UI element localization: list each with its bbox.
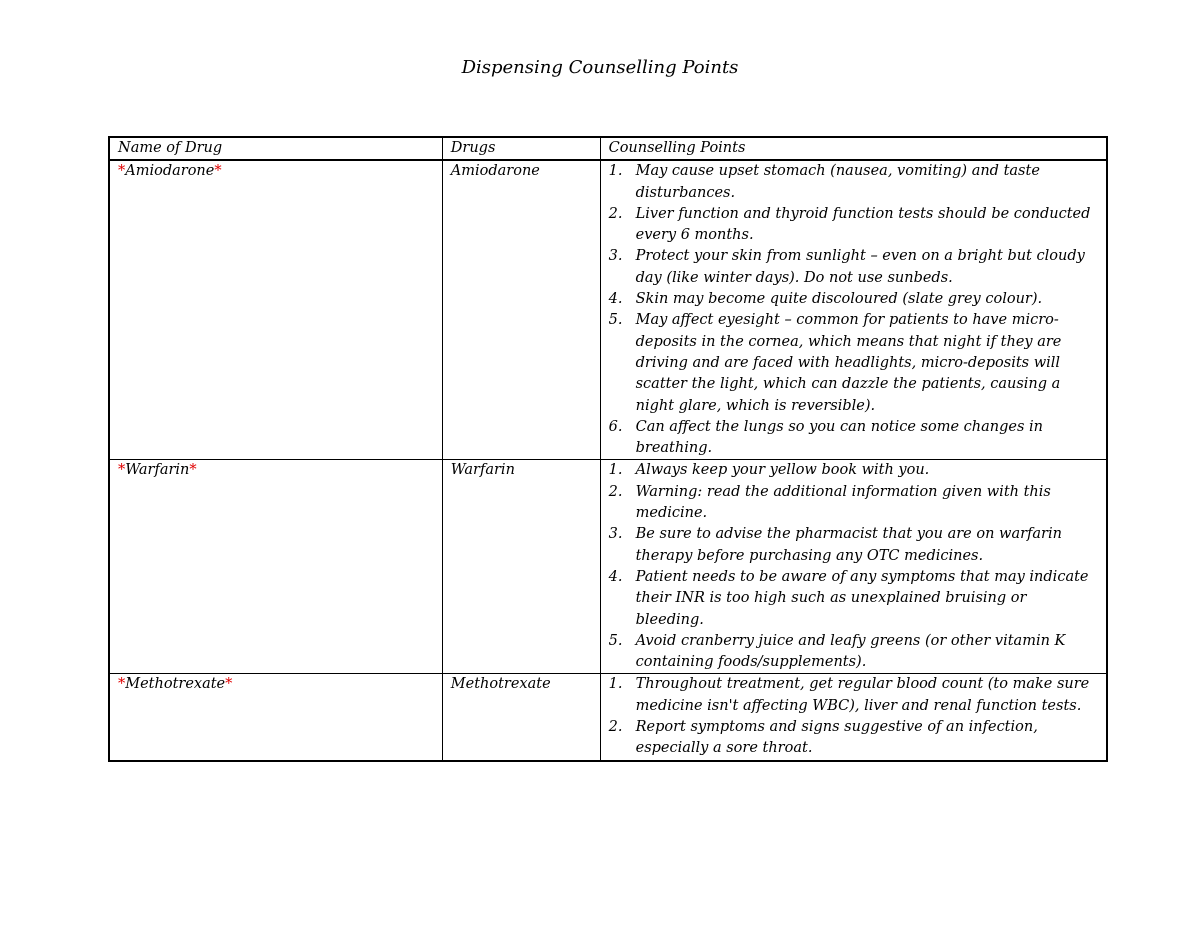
list-item bbox=[609, 524, 1098, 567]
list-item-text: Avoid cranberry juice and leafy greens (or other vitamin K containing foods/supplements). bbox=[635, 632, 1066, 671]
list-item bbox=[609, 161, 1098, 204]
header-name-of-drug: Name of Drug bbox=[109, 137, 442, 160]
star-marker: * bbox=[118, 462, 126, 479]
list-item-number: 5. bbox=[608, 632, 623, 649]
star-marker: * bbox=[214, 163, 222, 180]
counselling-points-cell bbox=[600, 674, 1107, 761]
table-row bbox=[109, 460, 1107, 674]
list-item bbox=[609, 289, 1098, 310]
header-drugs: Drugs bbox=[442, 137, 600, 160]
drug-cell: Amiodarone bbox=[442, 160, 600, 460]
list-item-text: Warning: read the additional information given with this medicine. bbox=[635, 483, 1051, 522]
drug-name-cell bbox=[109, 160, 442, 460]
drug-name: Amiodarone bbox=[125, 163, 215, 180]
drug-cell: Warfarin bbox=[442, 460, 600, 674]
star-marker: * bbox=[225, 676, 233, 693]
list-item-text: Protect your skin from sunlight – even on a bright but cloudy day (like winter days). Do not use sunbeds. bbox=[635, 248, 1085, 286]
list-item-number: 2. bbox=[608, 205, 623, 222]
list-item bbox=[609, 246, 1098, 289]
list-item-number: 1. bbox=[608, 676, 623, 693]
list-item-text: Skin may become quite discoloured (slate grey colour). bbox=[635, 291, 1043, 308]
table-row bbox=[109, 160, 1107, 460]
counselling-points-list bbox=[609, 161, 1098, 459]
list-item-number: 1. bbox=[608, 462, 623, 479]
drug-name: Methotrexate bbox=[125, 676, 226, 693]
counselling-points-list bbox=[609, 674, 1098, 759]
list-item bbox=[609, 460, 1098, 481]
list-item-number: 2. bbox=[608, 483, 623, 500]
list-item-text: May affect eyesight – common for patients to have micro-deposits in the cornea, which means that night if they are driving and are faced with headlights, micro-deposits will scatter the light, which can dazzle the patients, causing a night glare, which is reversible). bbox=[635, 312, 1062, 414]
list-item bbox=[609, 717, 1098, 760]
table-row bbox=[109, 674, 1107, 761]
list-item-text: Throughout treatment, get regular blood count (to make sure medicine isn't affecting WBC), liver and renal function tests. bbox=[635, 676, 1090, 714]
list-item bbox=[609, 482, 1098, 525]
counselling-points-list bbox=[609, 460, 1098, 673]
list-item bbox=[609, 204, 1098, 247]
table-body bbox=[109, 160, 1107, 760]
counselling-points-cell bbox=[600, 160, 1107, 460]
drug-name-cell bbox=[109, 460, 442, 674]
star-marker: * bbox=[189, 462, 197, 479]
list-item-number: 3. bbox=[608, 248, 623, 265]
list-item bbox=[609, 310, 1098, 416]
star-marker: * bbox=[118, 676, 126, 693]
list-item-number: 2. bbox=[608, 719, 623, 736]
list-item bbox=[609, 674, 1098, 717]
list-item-text: Report symptoms and signs suggestive of an infection, especially a sore throat. bbox=[635, 719, 1038, 757]
list-item-text: Be sure to advise the pharmacist that you are on warfarin therapy before purchasing any OTC medicines. bbox=[635, 526, 1062, 564]
counselling-points-cell bbox=[600, 460, 1107, 674]
list-item-number: 5. bbox=[608, 312, 623, 329]
table-header-row bbox=[109, 137, 1107, 160]
drug-name: Warfarin bbox=[125, 462, 190, 479]
page-title: Dispensing Counselling Points bbox=[461, 57, 739, 78]
list-item bbox=[609, 567, 1098, 631]
list-item-number: 3. bbox=[608, 526, 623, 543]
drug-name-cell bbox=[109, 674, 442, 761]
list-item-text: Can affect the lungs so you can notice some changes in breathing. bbox=[635, 418, 1044, 457]
list-item-text: May cause upset stomach (nausea, vomiting) and taste disturbances. bbox=[635, 163, 1040, 201]
star-marker: * bbox=[118, 163, 126, 180]
list-item-number: 4. bbox=[608, 568, 623, 585]
counselling-table bbox=[108, 136, 1108, 762]
list-item-text: Always keep your yellow book with you. bbox=[635, 462, 930, 479]
list-item-text: Liver function and thyroid function tests should be conducted every 6 months. bbox=[635, 205, 1091, 244]
list-item-number: 6. bbox=[608, 418, 623, 435]
drug-cell: Methotrexate bbox=[442, 674, 600, 761]
list-item-number: 4. bbox=[608, 291, 623, 308]
list-item-text: Patient needs to be aware of any symptoms that may indicate their INR is too high such as unexplained bruising or bleeding. bbox=[635, 568, 1089, 628]
list-item-number: 1. bbox=[608, 163, 623, 180]
list-item bbox=[609, 417, 1098, 460]
header-counselling-points: Counselling Points bbox=[600, 137, 1107, 160]
list-item bbox=[609, 631, 1098, 674]
